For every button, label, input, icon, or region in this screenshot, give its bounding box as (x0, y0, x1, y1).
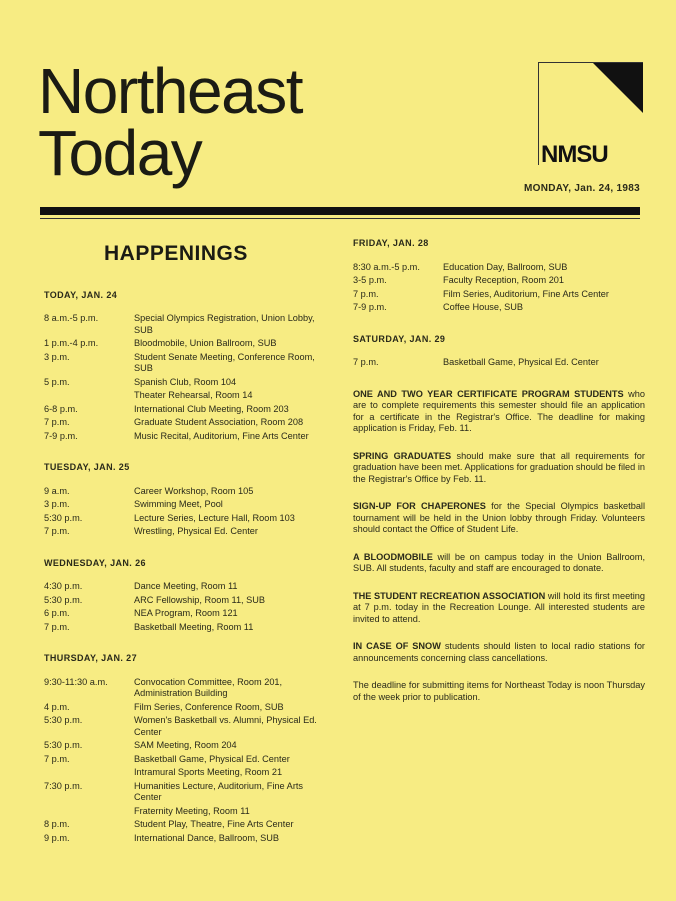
notice-body: will hold its first meeting at 7 p.m. today in the Recreation Lounge. All interested students are invited to attend. (353, 590, 645, 624)
event-description: Music Recital, Auditorium, Fine Arts Center (134, 430, 309, 441)
day-heading: TUESDAY, JAN. 25 (44, 462, 130, 472)
event-row (44, 702, 328, 714)
event-description: Convocation Committee, Room 201, Administration Building (134, 676, 283, 698)
event-description: SAM Meeting, Room 204 (134, 740, 237, 750)
nmsu-logo (538, 62, 643, 168)
event-list (353, 357, 645, 369)
event-row (353, 302, 645, 314)
day-heading: WEDNESDAY, JAN. 26 (44, 557, 146, 568)
event-row (44, 806, 328, 818)
notice-item (353, 389, 645, 435)
event-row (44, 833, 328, 845)
event-row (44, 431, 328, 443)
event-description: Lecture Series, Lecture Hall, Room 103 (134, 512, 295, 523)
event-row (44, 377, 328, 389)
event-description: Basketball Game, Physical Ed. Center (443, 357, 599, 367)
event-description: Dance Meeting, Room 11 (134, 581, 238, 591)
event-description: Theater Rehearsal, Room 14 (134, 390, 253, 400)
event-time: 3-5 p.m. (353, 275, 387, 285)
notice-lead: ONE AND TWO YEAR CERTIFICATE PROGRAM STUDENTS (353, 388, 624, 399)
event-list (44, 581, 328, 633)
notice-lead: A BLOODMOBILE (353, 551, 433, 562)
event-time (44, 806, 134, 818)
day-heading: TODAY, JAN. 24 (44, 289, 118, 300)
event-time: 6 p.m. (44, 608, 70, 618)
day-heading: THURSDAY, JAN. 27 (44, 653, 137, 663)
event-time: 9:30-11:30 a.m. (44, 676, 108, 687)
masthead-title-line2: Today (38, 117, 202, 189)
logo-triangle-icon (593, 63, 643, 113)
event-time: 7 p.m. (353, 288, 379, 299)
event-time: 3 p.m. (44, 351, 70, 362)
event-time (44, 390, 134, 402)
notice-body: students should listen to local radio stations for announcements concerning class cancellations. (353, 641, 645, 663)
event-description: Basketball Game, Physical Ed. Center (134, 753, 290, 764)
notice-body: who are to complete requirements this semester should file an application for a certificate in the Registrar's Office. The deadline for making application is Friday, Feb. 11. (353, 388, 645, 433)
notice-body: The deadline for submitting items for Northeast Today is noon Thursday of the week prior to publication. (353, 680, 645, 702)
event-description: Fraternity Meeting, Room 11 (134, 805, 250, 816)
event-time: 9 p.m. (44, 832, 70, 843)
masthead-title (38, 55, 302, 189)
event-time: 8 p.m. (44, 819, 70, 829)
notice-lead: IN CASE OF SNOW (353, 641, 441, 651)
event-time: 4 p.m. (44, 701, 70, 712)
event-description: Basketball Meeting, Room 11 (134, 621, 254, 632)
event-time: 1 p.m.-4 p.m. (44, 338, 99, 348)
event-row (44, 595, 328, 607)
event-row (44, 781, 328, 804)
event-time: 7 p.m. (44, 526, 70, 536)
event-row (44, 715, 328, 738)
masthead-rule-thin (40, 218, 640, 219)
event-row (353, 275, 645, 287)
masthead-rule-thick (40, 207, 640, 215)
event-time: 7 p.m. (44, 621, 70, 632)
event-description: Film Series, Conference Room, SUB (134, 701, 284, 712)
event-time: 3 p.m. (44, 499, 70, 509)
notice-item (353, 591, 645, 626)
event-row (44, 404, 328, 416)
left-day-list (44, 290, 328, 845)
event-time: 7:30 p.m. (44, 780, 83, 791)
event-description: Spanish Club, Room 104 (134, 376, 237, 387)
event-description: Special Olympics Registration, Union Lobby, SUB (134, 313, 315, 335)
event-description: International Dance, Ballroom, SUB (134, 832, 280, 843)
event-time: 5 p.m. (44, 376, 70, 387)
event-description: Student Senate Meeting, Conference Room, SUB (134, 351, 315, 373)
event-description: International Club Meeting, Room 203 (134, 403, 289, 414)
event-row (44, 486, 328, 498)
event-time: 8 a.m.-5 p.m. (44, 313, 99, 323)
event-time: 7 p.m. (44, 753, 70, 764)
event-description: Coffee House, SUB (443, 302, 524, 312)
notice-lead: SIGN-UP FOR CHAPERONES (353, 501, 486, 511)
event-description: Film Series, Auditorium, Fine Arts Center (443, 288, 609, 299)
right-column (353, 238, 645, 719)
event-description: Education Day, Ballroom, SUB (443, 261, 568, 272)
event-row (44, 622, 328, 634)
event-row (44, 767, 328, 779)
notice-body: for the Special Olympics basketball tournament will be held in the Union lobby through Friday. Volunteers should contact the Office of Student Life. (353, 501, 646, 534)
event-row (44, 313, 328, 336)
right-day-list (353, 238, 645, 369)
event-time: 9 a.m. (44, 485, 70, 496)
section-title: HAPPENINGS (104, 242, 248, 265)
event-list (44, 677, 328, 845)
notice-item (353, 641, 645, 664)
event-list (44, 313, 328, 442)
event-time: 7-9 p.m. (44, 430, 78, 441)
notice-body: should make sure that all requirements for graduation have been met. Applications for graduation should be filed in the Registrar's Office by Feb. 11. (353, 450, 645, 484)
event-list (44, 486, 328, 538)
event-description: NEA Program, Room 121 (134, 608, 238, 618)
event-description: Intramural Sports Meeting, Room 21 (134, 767, 283, 777)
day-heading: SATURDAY, JAN. 29 (353, 333, 446, 344)
event-time: 5:30 p.m. (44, 715, 83, 725)
event-row (353, 357, 645, 369)
notice-body: will be on campus today in the Union Ballroom, SUB. All students, faculty and staff are encouraged to donate. (353, 551, 645, 573)
event-row (44, 677, 328, 700)
event-description: Bloodmobile, Union Ballroom, SUB (134, 338, 277, 348)
notice-lead: THE STUDENT RECREATION ASSOCIATION (353, 590, 546, 601)
event-description: Women's Basketball vs. Alumni, Physical Ed. Center (134, 715, 317, 737)
event-row (353, 289, 645, 301)
event-description: Student Play, Theatre, Fine Arts Center (134, 819, 294, 829)
masthead-title-line1: Northeast (38, 55, 302, 127)
event-description: Faculty Reception, Room 201 (443, 275, 565, 285)
event-row (44, 581, 328, 593)
notice-lead: SPRING GRADUATES (353, 450, 452, 461)
notice-item (353, 680, 645, 703)
event-time: 5:30 p.m. (44, 740, 83, 750)
event-time: 7 p.m. (353, 357, 379, 367)
event-row (44, 338, 328, 350)
left-column (44, 242, 328, 864)
event-row (44, 819, 328, 831)
notice-item (353, 451, 645, 486)
event-time: 6-8 p.m. (44, 403, 78, 414)
day-heading: FRIDAY, JAN. 28 (353, 238, 429, 248)
event-row (44, 740, 328, 752)
event-row (44, 499, 328, 511)
event-row (44, 390, 328, 402)
event-row (44, 513, 328, 525)
event-time: 4:30 p.m. (44, 581, 83, 591)
event-time: 5:30 p.m. (44, 594, 83, 605)
event-row (353, 262, 645, 274)
issue-date: MONDAY, Jan. 24, 1983 (524, 183, 640, 194)
event-row (44, 526, 328, 538)
event-time: 5:30 p.m. (44, 512, 83, 523)
event-time: 7 p.m. (44, 417, 70, 427)
event-description: Wrestling, Physical Ed. Center (134, 526, 258, 536)
event-time (44, 767, 134, 779)
event-description: Career Workshop, Room 105 (134, 485, 254, 496)
event-time: 7-9 p.m. (353, 302, 387, 312)
event-row (44, 352, 328, 375)
notice-item (353, 552, 645, 575)
event-description: Swimming Meet, Pool (134, 499, 223, 509)
logo-text: NMSU (541, 141, 608, 168)
event-description: Humanities Lecture, Auditorium, Fine Arts Center (134, 780, 304, 802)
event-list (353, 262, 645, 314)
event-time: 8:30 a.m.-5 p.m. (353, 261, 420, 272)
event-row (44, 754, 328, 766)
event-row (44, 608, 328, 620)
notice-list (353, 389, 645, 704)
event-description: Graduate Student Association, Room 208 (134, 417, 304, 427)
notice-item (353, 501, 645, 536)
event-row (44, 417, 328, 429)
event-description: ARC Fellowship, Room 11, SUB (134, 594, 266, 605)
